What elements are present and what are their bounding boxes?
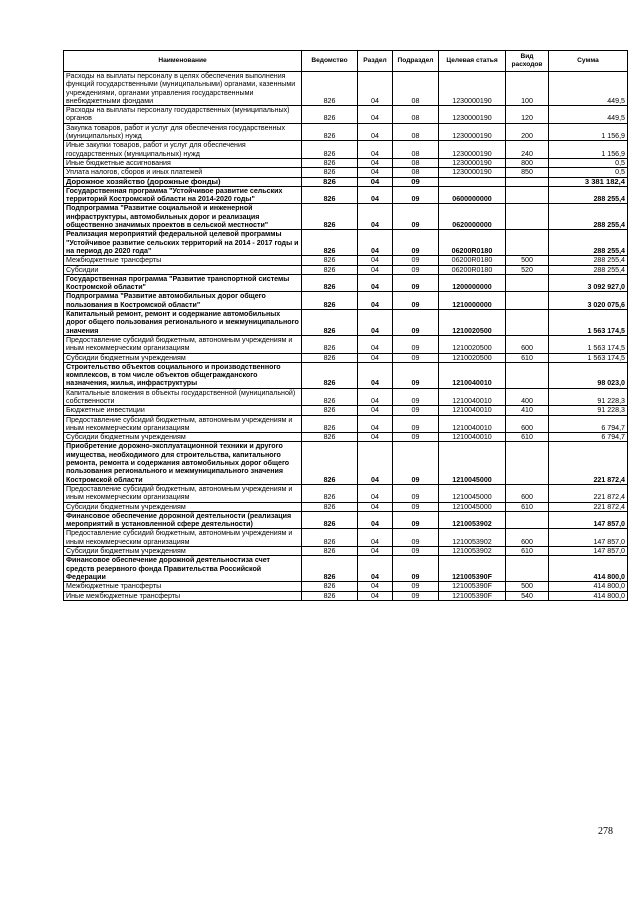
table-row xyxy=(64,265,628,274)
cell-sum: 98 023,0 xyxy=(549,362,628,388)
cell-name: Финансовое обеспечение дорожной деятельностиза счет средств резервного фонда Правительства Российской Федерации xyxy=(64,556,302,582)
cell-target-article: 1210020500 xyxy=(439,353,506,362)
cell-subsection: 09 xyxy=(393,230,439,256)
cell-section: 04 xyxy=(358,582,393,591)
cell-section: 04 xyxy=(358,502,393,511)
cell-sum: 3 092 927,0 xyxy=(549,274,628,292)
cell-target-article: 1210020500 xyxy=(439,310,506,336)
cell-department: 826 xyxy=(302,186,358,204)
table-row xyxy=(64,186,628,204)
cell-department: 826 xyxy=(302,168,358,177)
cell-target-article: 1210053902 xyxy=(439,511,506,529)
cell-subsection: 09 xyxy=(393,265,439,274)
cell-subsection: 09 xyxy=(393,335,439,353)
cell-expense-type: 610 xyxy=(506,433,549,442)
cell-name: Субсидии бюджетным учреждениям xyxy=(64,502,302,511)
table-row xyxy=(64,106,628,124)
cell-target-article: 1210045000 xyxy=(439,502,506,511)
table-row xyxy=(64,502,628,511)
cell-department: 826 xyxy=(302,547,358,556)
cell-name: Государственная программа "Устойчивое развитие сельских территорий Костромской области на 2014-2020 годы" xyxy=(64,186,302,204)
table-row xyxy=(64,204,628,230)
table-row xyxy=(64,388,628,406)
table-row xyxy=(64,292,628,310)
cell-name: Бюджетные инвестиции xyxy=(64,406,302,415)
cell-name: Субсидии бюджетным учреждениям xyxy=(64,547,302,556)
cell-section: 04 xyxy=(358,335,393,353)
cell-sum: 414 800,0 xyxy=(549,591,628,600)
cell-sum: 6 794,7 xyxy=(549,433,628,442)
cell-department: 826 xyxy=(302,406,358,415)
cell-target-article: 121005390F xyxy=(439,582,506,591)
header-name: Наименование xyxy=(64,51,302,72)
cell-section: 04 xyxy=(358,186,393,204)
cell-target-article: 1230000190 xyxy=(439,158,506,167)
cell-target-article: 06200R0180 xyxy=(439,256,506,265)
table-row xyxy=(64,256,628,265)
cell-name: Подпрограмма "Развитие социальной и инженерной инфраструктуры, автомобильных дорог и реализация общественно значимых проектов в сельской местности" xyxy=(64,204,302,230)
cell-department: 826 xyxy=(302,591,358,600)
cell-department: 826 xyxy=(302,556,358,582)
table-header-row xyxy=(64,51,628,72)
cell-sum: 147 857,0 xyxy=(549,547,628,556)
cell-expense-type: 610 xyxy=(506,502,549,511)
cell-name: Строительство объектов социального и производственного комплексов, в том числе объектов общегражданского назначения, жилья, инфраструктуры xyxy=(64,362,302,388)
cell-section: 04 xyxy=(358,168,393,177)
cell-section: 04 xyxy=(358,292,393,310)
cell-section: 04 xyxy=(358,310,393,336)
cell-department: 826 xyxy=(302,582,358,591)
cell-sum: 414 800,0 xyxy=(549,582,628,591)
cell-expense-type xyxy=(506,511,549,529)
cell-target-article: 1230000190 xyxy=(439,123,506,141)
cell-section: 04 xyxy=(358,353,393,362)
cell-section: 04 xyxy=(358,362,393,388)
cell-expense-type: 100 xyxy=(506,72,549,106)
cell-target-article: 06200R0180 xyxy=(439,230,506,256)
cell-target-article: 1210053902 xyxy=(439,547,506,556)
cell-expense-type xyxy=(506,177,549,186)
cell-department: 826 xyxy=(302,230,358,256)
table-row xyxy=(64,582,628,591)
table-row xyxy=(64,158,628,167)
cell-expense-type: 600 xyxy=(506,529,549,547)
cell-expense-type: 200 xyxy=(506,123,549,141)
cell-department: 826 xyxy=(302,502,358,511)
cell-name: Закупка товаров, работ и услуг для обеспечения государственных (муниципальных) нужд xyxy=(64,123,302,141)
table-row xyxy=(64,310,628,336)
cell-target-article: 1210045000 xyxy=(439,442,506,484)
cell-name: Капитальные вложения в объекты государственной (муниципальной) собственности xyxy=(64,388,302,406)
cell-section: 04 xyxy=(358,433,393,442)
table-row xyxy=(64,433,628,442)
cell-name: Предоставление субсидий бюджетным, автономным учреждениям и иным некоммерческим организациям xyxy=(64,484,302,502)
cell-subsection: 09 xyxy=(393,433,439,442)
cell-subsection: 08 xyxy=(393,141,439,159)
cell-sum: 221 872,4 xyxy=(549,502,628,511)
cell-name: Предоставление субсидий бюджетным, автономным учреждениям и иным некоммерческим организациям xyxy=(64,335,302,353)
cell-subsection: 09 xyxy=(393,529,439,547)
cell-target-article: 0620000000 xyxy=(439,204,506,230)
cell-name: Капитальный ремонт, ремонт и содержание автомобильных дорог общего пользования регионального и межмуниципального значения xyxy=(64,310,302,336)
cell-expense-type xyxy=(506,204,549,230)
cell-department: 826 xyxy=(302,335,358,353)
cell-subsection: 09 xyxy=(393,353,439,362)
page-number: 278 xyxy=(598,826,613,837)
cell-subsection: 09 xyxy=(393,582,439,591)
cell-target-article: 121005390F xyxy=(439,556,506,582)
cell-target-article: 1210053902 xyxy=(439,529,506,547)
cell-department: 826 xyxy=(302,141,358,159)
cell-section: 04 xyxy=(358,529,393,547)
cell-name: Финансовое обеспечение дорожной деятельности (реализация мероприятий в установленной сфере деятельности) xyxy=(64,511,302,529)
table-row xyxy=(64,353,628,362)
cell-expense-type: 610 xyxy=(506,353,549,362)
cell-target-article: 06200R0180 xyxy=(439,265,506,274)
cell-expense-type xyxy=(506,442,549,484)
cell-sum: 288 255,4 xyxy=(549,204,628,230)
cell-target-article xyxy=(439,177,506,186)
cell-name: Реализация мероприятий федеральной целевой программы "Устойчивое развитие сельских территорий на 2014 - 2017 годы и на период до 2020 года" xyxy=(64,230,302,256)
cell-expense-type: 600 xyxy=(506,335,549,353)
cell-sum: 288 255,4 xyxy=(549,265,628,274)
cell-expense-type: 400 xyxy=(506,388,549,406)
table-row xyxy=(64,406,628,415)
cell-name: Приобретение дорожно-эксплуатационной техники и другого имущества, необходимого для строительства, капитального ремонта, ремонта и содержания автомобильных дорог общего пользования регионального и межмуниципального значения Костромской области xyxy=(64,442,302,484)
header-expense-type: Вид расходов xyxy=(506,51,549,72)
cell-department: 826 xyxy=(302,353,358,362)
cell-section: 04 xyxy=(358,406,393,415)
cell-subsection: 09 xyxy=(393,292,439,310)
cell-section: 04 xyxy=(358,204,393,230)
cell-section: 04 xyxy=(358,511,393,529)
table-row xyxy=(64,141,628,159)
cell-department: 826 xyxy=(302,72,358,106)
table-row xyxy=(64,511,628,529)
table-row xyxy=(64,547,628,556)
cell-expense-type xyxy=(506,230,549,256)
cell-subsection: 09 xyxy=(393,362,439,388)
cell-department: 826 xyxy=(302,265,358,274)
cell-subsection: 09 xyxy=(393,511,439,529)
cell-sum: 6 794,7 xyxy=(549,415,628,433)
cell-section: 04 xyxy=(358,230,393,256)
cell-section: 04 xyxy=(358,158,393,167)
cell-sum: 0,5 xyxy=(549,158,628,167)
cell-section: 04 xyxy=(358,274,393,292)
cell-sum: 449,5 xyxy=(549,106,628,124)
cell-department: 826 xyxy=(302,204,358,230)
cell-sum: 288 255,4 xyxy=(549,186,628,204)
cell-sum: 288 255,4 xyxy=(549,256,628,265)
cell-sum: 3 381 182,4 xyxy=(549,177,628,186)
cell-sum: 1 156,9 xyxy=(549,123,628,141)
cell-department: 826 xyxy=(302,177,358,186)
cell-expense-type: 120 xyxy=(506,106,549,124)
cell-section: 04 xyxy=(358,72,393,106)
cell-sum: 0,5 xyxy=(549,168,628,177)
cell-subsection: 09 xyxy=(393,442,439,484)
cell-department: 826 xyxy=(302,484,358,502)
cell-subsection: 09 xyxy=(393,204,439,230)
cell-target-article: 1200000000 xyxy=(439,274,506,292)
cell-name: Государственная программа "Развитие транспортной системы Костромской области" xyxy=(64,274,302,292)
cell-department: 826 xyxy=(302,388,358,406)
cell-sum: 91 228,3 xyxy=(549,406,628,415)
cell-expense-type xyxy=(506,292,549,310)
cell-section: 04 xyxy=(358,177,393,186)
cell-department: 826 xyxy=(302,511,358,529)
cell-name: Субсидии бюджетным учреждениям xyxy=(64,353,302,362)
cell-target-article: 1210040010 xyxy=(439,388,506,406)
table-row xyxy=(64,123,628,141)
table-row xyxy=(64,529,628,547)
cell-section: 04 xyxy=(358,388,393,406)
cell-subsection: 09 xyxy=(393,388,439,406)
table-row xyxy=(64,177,628,186)
table-row xyxy=(64,72,628,106)
table-row xyxy=(64,415,628,433)
cell-expense-type: 520 xyxy=(506,265,549,274)
cell-section: 04 xyxy=(358,547,393,556)
table-body xyxy=(64,72,628,601)
cell-name: Подпрограмма "Развитие автомобильных дорог общего пользования в Костромской области" xyxy=(64,292,302,310)
table-row xyxy=(64,274,628,292)
cell-sum: 449,5 xyxy=(549,72,628,106)
cell-subsection: 09 xyxy=(393,556,439,582)
table-row xyxy=(64,168,628,177)
cell-department: 826 xyxy=(302,292,358,310)
cell-expense-type: 600 xyxy=(506,484,549,502)
budget-table xyxy=(63,50,628,601)
cell-target-article: 1230000190 xyxy=(439,168,506,177)
cell-target-article: 1230000190 xyxy=(439,106,506,124)
cell-subsection: 08 xyxy=(393,168,439,177)
cell-target-article: 1210000000 xyxy=(439,292,506,310)
cell-target-article: 1210045000 xyxy=(439,484,506,502)
cell-section: 04 xyxy=(358,123,393,141)
cell-name: Иные бюджетные ассигнования xyxy=(64,158,302,167)
header-department: Ведомство xyxy=(302,51,358,72)
cell-target-article: 1210040010 xyxy=(439,406,506,415)
cell-department: 826 xyxy=(302,442,358,484)
cell-name: Уплата налогов, сборов и иных платежей xyxy=(64,168,302,177)
header-target-article: Целевая статья xyxy=(439,51,506,72)
table-row xyxy=(64,556,628,582)
table-row xyxy=(64,591,628,600)
table-row xyxy=(64,484,628,502)
cell-section: 04 xyxy=(358,106,393,124)
cell-target-article: 1230000190 xyxy=(439,141,506,159)
cell-subsection: 08 xyxy=(393,72,439,106)
cell-section: 04 xyxy=(358,556,393,582)
cell-section: 04 xyxy=(358,265,393,274)
cell-department: 826 xyxy=(302,123,358,141)
cell-sum: 288 255,4 xyxy=(549,230,628,256)
cell-name: Межбюджетные трансферты xyxy=(64,582,302,591)
cell-expense-type: 410 xyxy=(506,406,549,415)
cell-section: 04 xyxy=(358,256,393,265)
cell-department: 826 xyxy=(302,529,358,547)
cell-name: Дорожное хозяйство (дорожные фонды) xyxy=(64,177,302,186)
cell-subsection: 08 xyxy=(393,106,439,124)
cell-sum: 147 857,0 xyxy=(549,511,628,529)
cell-name: Расходы на выплаты персоналу в целях обеспечения выполнения функций государственными (муниципальными) органами, казенными учреждениями, органами управления государственными внебюджетными фондами xyxy=(64,72,302,106)
cell-subsection: 09 xyxy=(393,415,439,433)
cell-name: Субсидии бюджетным учреждениям xyxy=(64,433,302,442)
cell-target-article: 1210040010 xyxy=(439,433,506,442)
cell-expense-type: 500 xyxy=(506,256,549,265)
cell-expense-type xyxy=(506,186,549,204)
cell-expense-type: 240 xyxy=(506,141,549,159)
cell-expense-type: 500 xyxy=(506,582,549,591)
cell-target-article: 1210040010 xyxy=(439,415,506,433)
cell-expense-type: 850 xyxy=(506,168,549,177)
cell-sum: 3 020 075,6 xyxy=(549,292,628,310)
cell-subsection: 08 xyxy=(393,158,439,167)
cell-target-article: 121005390F xyxy=(439,591,506,600)
cell-section: 04 xyxy=(358,484,393,502)
cell-name: Предоставление субсидий бюджетным, автономным учреждениям и иным некоммерческим организациям xyxy=(64,415,302,433)
cell-subsection: 09 xyxy=(393,186,439,204)
cell-sum: 221 872,4 xyxy=(549,442,628,484)
cell-expense-type xyxy=(506,362,549,388)
cell-target-article: 1210040010 xyxy=(439,362,506,388)
cell-name: Межбюджетные трансферты xyxy=(64,256,302,265)
cell-subsection: 09 xyxy=(393,274,439,292)
cell-sum: 221 872,4 xyxy=(549,484,628,502)
cell-subsection: 09 xyxy=(393,256,439,265)
cell-expense-type: 610 xyxy=(506,547,549,556)
cell-target-article: 1230000190 xyxy=(439,72,506,106)
cell-name: Предоставление субсидий бюджетным, автономным учреждениям и иным некоммерческим организациям xyxy=(64,529,302,547)
cell-subsection: 09 xyxy=(393,406,439,415)
cell-subsection: 09 xyxy=(393,484,439,502)
cell-subsection: 09 xyxy=(393,591,439,600)
cell-expense-type: 800 xyxy=(506,158,549,167)
cell-subsection: 09 xyxy=(393,547,439,556)
header-sum: Сумма xyxy=(549,51,628,72)
cell-department: 826 xyxy=(302,310,358,336)
header-subsection: Подраздел xyxy=(393,51,439,72)
cell-section: 04 xyxy=(358,415,393,433)
table-row xyxy=(64,335,628,353)
cell-expense-type xyxy=(506,310,549,336)
cell-department: 826 xyxy=(302,362,358,388)
cell-sum: 1 563 174,5 xyxy=(549,353,628,362)
cell-target-article: 0600000000 xyxy=(439,186,506,204)
cell-sum: 414 800,0 xyxy=(549,556,628,582)
cell-sum: 1 563 174,5 xyxy=(549,335,628,353)
cell-section: 04 xyxy=(358,141,393,159)
cell-expense-type: 600 xyxy=(506,415,549,433)
cell-target-article: 1210020500 xyxy=(439,335,506,353)
table-row xyxy=(64,362,628,388)
cell-department: 826 xyxy=(302,415,358,433)
cell-subsection: 09 xyxy=(393,502,439,511)
cell-department: 826 xyxy=(302,158,358,167)
cell-name: Субсидии xyxy=(64,265,302,274)
cell-subsection: 08 xyxy=(393,123,439,141)
cell-subsection: 09 xyxy=(393,310,439,336)
cell-expense-type xyxy=(506,556,549,582)
cell-name: Иные закупки товаров, работ и услуг для обеспечения государственных (муниципальных) нужд xyxy=(64,141,302,159)
cell-sum: 1 563 174,5 xyxy=(549,310,628,336)
cell-section: 04 xyxy=(358,442,393,484)
cell-sum: 91 228,3 xyxy=(549,388,628,406)
cell-expense-type xyxy=(506,274,549,292)
cell-name: Расходы на выплаты персоналу государственных (муниципальных) органов xyxy=(64,106,302,124)
header-section: Раздел xyxy=(358,51,393,72)
cell-expense-type: 540 xyxy=(506,591,549,600)
cell-subsection: 09 xyxy=(393,177,439,186)
cell-sum: 1 156,9 xyxy=(549,141,628,159)
cell-department: 826 xyxy=(302,433,358,442)
cell-department: 826 xyxy=(302,106,358,124)
cell-department: 826 xyxy=(302,256,358,265)
cell-sum: 147 857,0 xyxy=(549,529,628,547)
cell-name: Иные межбюджетные трансферты xyxy=(64,591,302,600)
cell-section: 04 xyxy=(358,591,393,600)
table-row xyxy=(64,442,628,484)
table-row xyxy=(64,230,628,256)
cell-department: 826 xyxy=(302,274,358,292)
